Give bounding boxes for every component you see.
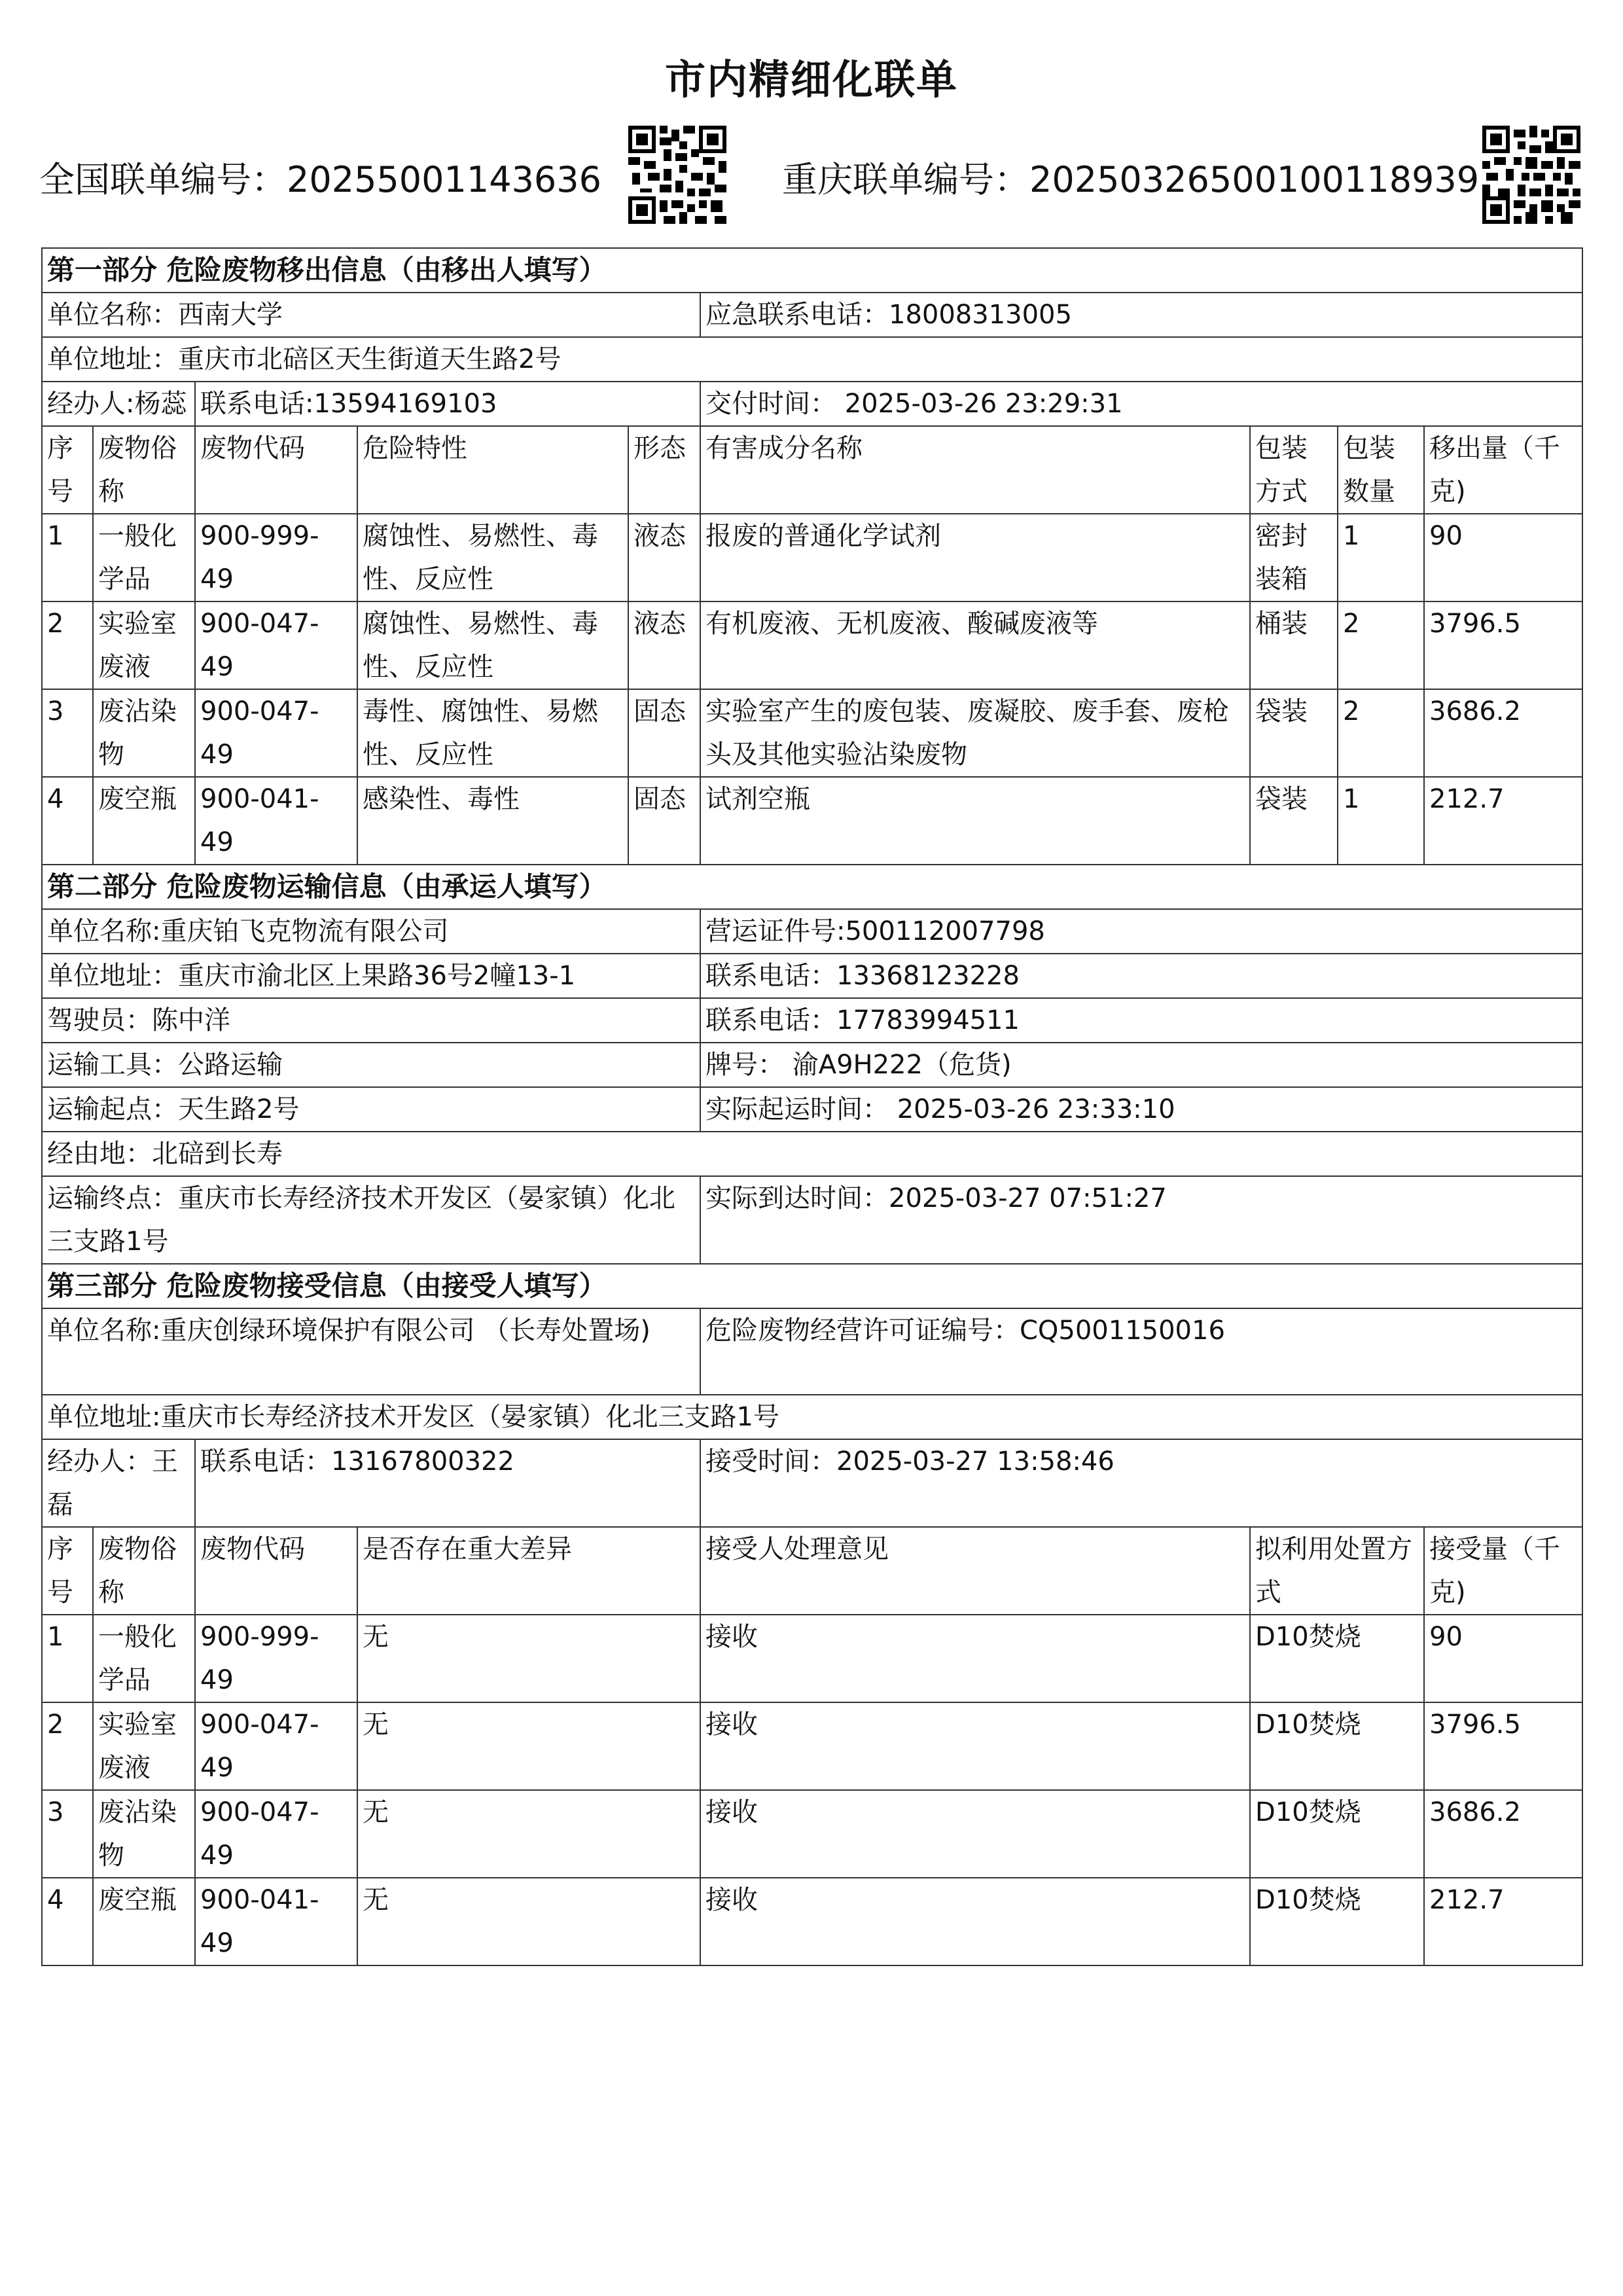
- receiver-handler: 经办人：王磊: [42, 1439, 195, 1527]
- table-cell: D10焚烧: [1250, 1615, 1424, 1702]
- receiver-unit-name: 单位名称:重庆创绿环境保护有限公司 （长寿处置场): [42, 1308, 700, 1395]
- table-row: [42, 1702, 1582, 1790]
- table-cell: 212.7: [1424, 777, 1582, 865]
- table-cell: 900-041-49: [195, 777, 357, 865]
- table-cell: 4: [42, 1878, 93, 1965]
- table-cell: 3: [42, 1790, 93, 1878]
- table-cell: 接收: [700, 1615, 1250, 1702]
- actual-arrival-time: 实际到达时间：2025-03-27 07:51:27: [700, 1176, 1582, 1264]
- table-cell: 1: [1338, 777, 1424, 865]
- table-cell: 2: [42, 1702, 93, 1790]
- table-cell: 实验室废液: [93, 601, 195, 689]
- national-manifest-number: 全国联单编号：20255001143636: [39, 159, 601, 200]
- table-cell: 900-041-49: [195, 1878, 357, 1965]
- table-cell: 一般化学品: [93, 514, 195, 601]
- table-cell: 一般化学品: [93, 1615, 195, 1702]
- table-row: [42, 777, 1582, 865]
- table-cell: 4: [42, 777, 93, 865]
- table-cell: 1: [42, 1615, 93, 1702]
- table-cell: 90: [1424, 514, 1582, 601]
- table-cell: 无: [357, 1790, 700, 1878]
- table-row: [42, 601, 1582, 689]
- manifest-table: [41, 247, 1583, 1966]
- table-row: [42, 1615, 1582, 1702]
- table-cell: D10焚烧: [1250, 1702, 1424, 1790]
- table-cell: 腐蚀性、易燃性、毒性、反应性: [357, 601, 628, 689]
- table-cell: 实验室废液: [93, 1702, 195, 1790]
- column-header: 序号: [42, 1527, 93, 1615]
- national-qr-code-icon: [628, 126, 726, 224]
- receive-time: 接受时间：2025-03-27 13:58:46: [700, 1439, 1582, 1527]
- table-cell: 接收: [700, 1790, 1250, 1878]
- table-cell: 2: [1338, 689, 1424, 777]
- table-cell: 感染性、毒性: [357, 777, 628, 865]
- table-cell: D10焚烧: [1250, 1878, 1424, 1965]
- table-row: [42, 689, 1582, 777]
- table-cell: 3686.2: [1424, 1790, 1582, 1878]
- table-cell: 3796.5: [1424, 601, 1582, 689]
- consignor-handler-phone: 联系电话:13594169103: [195, 382, 700, 426]
- column-header: 废物代码: [195, 1527, 357, 1615]
- column-header: 是否存在重大差异: [357, 1527, 700, 1615]
- transport-destination: 运输终点：重庆市长寿经济技术开发区（晏家镇）化北三支路1号: [42, 1176, 700, 1264]
- column-header: 序号: [42, 426, 93, 514]
- carrier-phone: 联系电话：13368123228: [700, 954, 1582, 998]
- table-cell: 900-047-49: [195, 689, 357, 777]
- part2-heading: 第二部分 危险废物运输信息（由承运人填写）: [42, 865, 1582, 909]
- column-header: 废物俗称: [93, 426, 195, 514]
- table-cell: 90: [1424, 1615, 1582, 1702]
- table-cell: 袋装: [1250, 689, 1338, 777]
- consignor-unit-name: 单位名称：西南大学: [42, 293, 700, 337]
- column-header: 包装方式: [1250, 426, 1338, 514]
- column-header: 接受量（千克): [1424, 1527, 1582, 1615]
- table-cell: 900-999-49: [195, 514, 357, 601]
- license-plate: 牌号： 渝A9H222（危货): [700, 1043, 1582, 1087]
- chongqing-manifest-number: 重庆联单编号：20250326500100118939: [782, 159, 1480, 200]
- table-cell: 无: [357, 1615, 700, 1702]
- driver-phone: 联系电话：17783994511: [700, 998, 1582, 1043]
- table-row: [42, 514, 1582, 601]
- transport-route: 经由地：北碚到长寿: [42, 1132, 1582, 1176]
- column-header: 拟利用处置方式: [1250, 1527, 1424, 1615]
- table-row: [42, 1790, 1582, 1878]
- emergency-phone: 应急联系电话：18008313005: [700, 293, 1582, 337]
- part1-column-headers: [42, 426, 1582, 514]
- carrier-license: 营运证件号:500112007798: [700, 909, 1582, 954]
- table-cell: 有机废液、无机废液、酸碱废液等: [700, 601, 1250, 689]
- receiver-handler-phone: 联系电话：13167800322: [195, 1439, 700, 1527]
- table-cell: 2: [42, 601, 93, 689]
- table-cell: 1: [42, 514, 93, 601]
- table-cell: 报废的普通化学试剂: [700, 514, 1250, 601]
- column-header: 有害成分名称: [700, 426, 1250, 514]
- column-header: 接受人处理意见: [700, 1527, 1250, 1615]
- table-cell: 900-047-49: [195, 1702, 357, 1790]
- column-header: 包装数量: [1338, 426, 1424, 514]
- table-cell: 液态: [628, 601, 700, 689]
- carrier-address: 单位地址：重庆市渝北区上果路36号2幢13-1: [42, 954, 700, 998]
- table-cell: 废空瓶: [93, 777, 195, 865]
- table-row: [42, 1878, 1582, 1965]
- table-cell: 毒性、腐蚀性、易燃性、反应性: [357, 689, 628, 777]
- table-cell: 900-999-49: [195, 1615, 357, 1702]
- column-header: 废物代码: [195, 426, 357, 514]
- table-cell: 试剂空瓶: [700, 777, 1250, 865]
- table-cell: 袋装: [1250, 777, 1338, 865]
- transport-start: 运输起点：天生路2号: [42, 1087, 700, 1132]
- actual-start-time: 实际起运时间： 2025-03-26 23:33:10: [700, 1087, 1582, 1132]
- table-cell: 2: [1338, 601, 1424, 689]
- column-header: 废物俗称: [93, 1527, 195, 1615]
- part3-heading: 第三部分 危险废物接受信息（由接受人填写）: [42, 1264, 1582, 1308]
- chongqing-qr-code-icon: [1482, 126, 1580, 224]
- consignor-handler: 经办人:杨蕊: [42, 382, 195, 426]
- operating-permit-number: 危险废物经营许可证编号：CQ5001150016: [700, 1308, 1582, 1395]
- table-cell: 桶装: [1250, 601, 1338, 689]
- table-cell: 900-047-49: [195, 601, 357, 689]
- table-cell: 固态: [628, 777, 700, 865]
- column-header: 形态: [628, 426, 700, 514]
- table-cell: 废沾染物: [93, 689, 195, 777]
- column-header: 移出量（千克): [1424, 426, 1582, 514]
- transport-vehicle: 运输工具：公路运输: [42, 1043, 700, 1087]
- table-cell: 废沾染物: [93, 1790, 195, 1878]
- table-cell: 实验室产生的废包装、废凝胶、废手套、废枪头及其他实验沾染废物: [700, 689, 1250, 777]
- table-cell: 无: [357, 1878, 700, 1965]
- receiver-address: 单位地址:重庆市长寿经济技术开发区（晏家镇）化北三支路1号: [42, 1395, 1582, 1439]
- table-cell: 接收: [700, 1878, 1250, 1965]
- table-cell: 1: [1338, 514, 1424, 601]
- column-header: 危险特性: [357, 426, 628, 514]
- document-title: 市内精细化联单: [664, 56, 958, 103]
- table-cell: 腐蚀性、易燃性、毒性、反应性: [357, 514, 628, 601]
- carrier-unit-name: 单位名称:重庆铂飞克物流有限公司: [42, 909, 700, 954]
- part3-column-headers: [42, 1527, 1582, 1615]
- table-cell: 废空瓶: [93, 1878, 195, 1965]
- driver: 驾驶员：陈中洋: [42, 998, 700, 1043]
- table-cell: 密封装箱: [1250, 514, 1338, 601]
- table-cell: D10焚烧: [1250, 1790, 1424, 1878]
- table-cell: 212.7: [1424, 1878, 1582, 1965]
- table-cell: 3796.5: [1424, 1702, 1582, 1790]
- table-cell: 无: [357, 1702, 700, 1790]
- table-cell: 3686.2: [1424, 689, 1582, 777]
- table-cell: 3: [42, 689, 93, 777]
- table-cell: 900-047-49: [195, 1790, 357, 1878]
- table-cell: 液态: [628, 514, 700, 601]
- table-cell: 接收: [700, 1702, 1250, 1790]
- table-cell: 固态: [628, 689, 700, 777]
- delivery-time: 交付时间： 2025-03-26 23:29:31: [700, 382, 1582, 426]
- part1-heading: 第一部分 危险废物移出信息（由移出人填写）: [42, 248, 1582, 293]
- consignor-address: 单位地址：重庆市北碚区天生街道天生路2号: [42, 337, 1582, 382]
